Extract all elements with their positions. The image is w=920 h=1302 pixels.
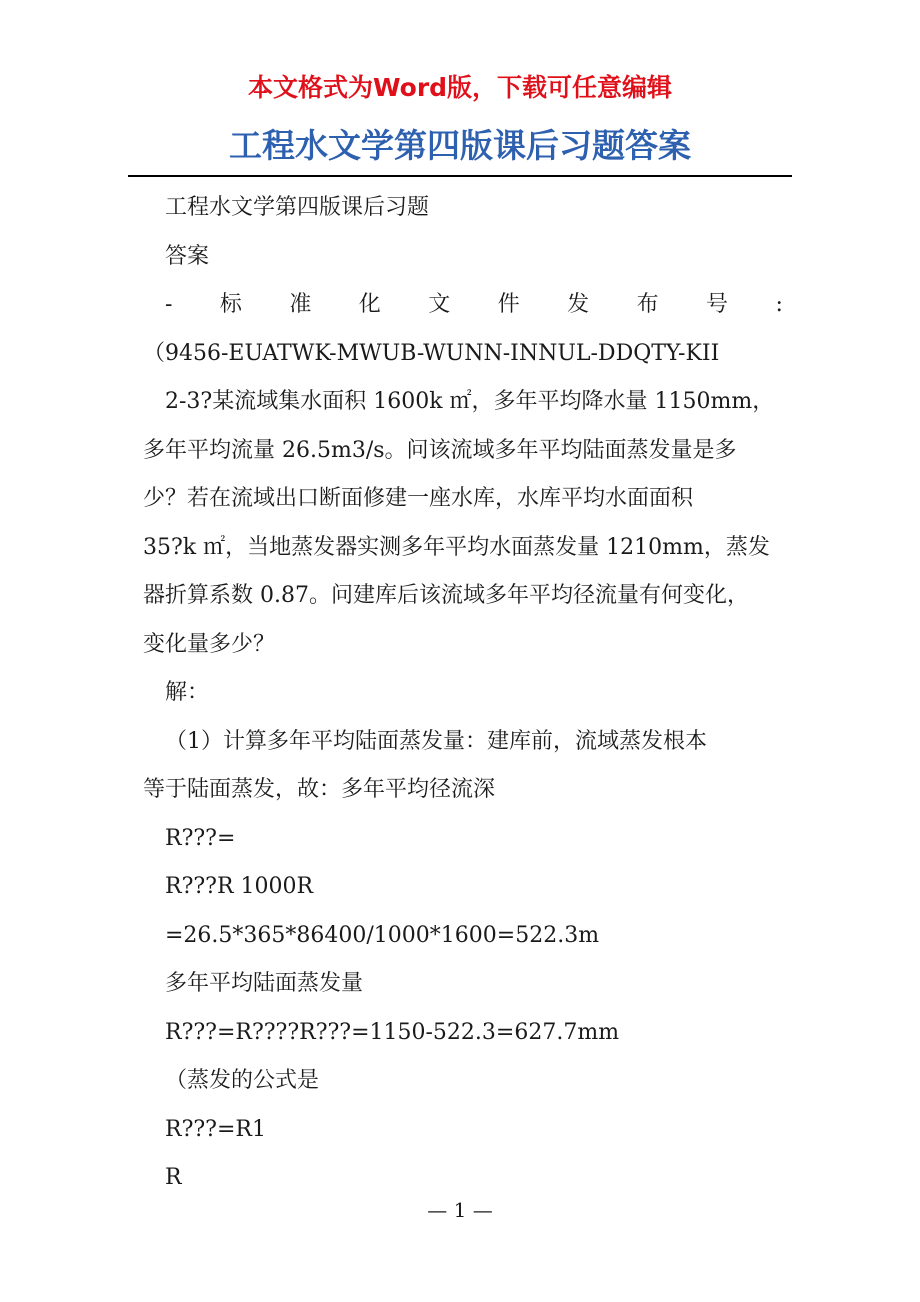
formula-line: R???=R????R???=1150-522.3=627.7mm (165, 1019, 620, 1045)
subtitle-line-1: 工程水文学第四版课后习题 (165, 195, 430, 220)
problem-line: 35?k ㎡，当地蒸发器实测多年平均水面蒸发量 1210mm，蒸发 (143, 534, 770, 560)
formula-line: R???= (165, 825, 236, 851)
document-title: 工程水文学第四版课后习题答案 (229, 126, 691, 165)
doc-no-char: - (165, 292, 173, 317)
formula-line: R???R 1000R (165, 874, 314, 899)
format-notice: 本文格式为Word版，下载可任意编辑 (247, 73, 673, 102)
doc-no-char: 号 (706, 292, 729, 317)
formula-line: R???=R1 (165, 1116, 266, 1142)
doc-no-char: 发 (567, 292, 590, 317)
formula-line: R (165, 1165, 182, 1190)
step-line: （1）计算多年平均陆面蒸发量：建库前，流域蒸发根本 (165, 728, 707, 754)
doc-no-char: 文 (428, 292, 451, 317)
doc-no-char: : (775, 292, 783, 317)
problem-line: 少？若在流域出口断面修建一座水库，水库平均水面面积 (143, 486, 694, 511)
problem-line: 变化量多少？ (143, 631, 276, 657)
title-divider (128, 175, 792, 177)
step-line: 等于陆面蒸发，故：多年平均径流深 (143, 777, 496, 802)
document-number-value: （9456-EUATWK-MWUB-WUNN-INNUL-DDQTY-KII (143, 340, 720, 366)
doc-no-char: 准 (289, 292, 312, 317)
formula-line: =26.5*365*86400/1000*1600=522.3m (165, 922, 600, 948)
page-number: — 1 — (427, 1198, 493, 1222)
problem-line: 2-3?某流域集水面积 1600k ㎡，多年平均降水量 1150mm， (165, 389, 775, 414)
doc-no-char: 件 (497, 292, 520, 317)
problem-line: 器折算系数 0.87。问建库后该流域多年平均径流量有何变化， (143, 583, 749, 608)
formula-line: 多年平均陆面蒸发量 (165, 971, 364, 996)
doc-no-char: 布 (636, 292, 659, 317)
formula-line: （蒸发的公式是 (165, 1068, 320, 1093)
document-number-label (143, 281, 783, 330)
document-body (143, 184, 783, 1203)
doc-no-char: 标 (219, 292, 242, 317)
doc-no-char: 化 (358, 292, 381, 317)
subtitle-line-2: 答案 (165, 243, 210, 269)
solution-label: 解： (165, 680, 210, 705)
problem-line: 多年平均流量 26.5m3/s。问该流域多年平均陆面蒸发量是多 (143, 437, 737, 463)
